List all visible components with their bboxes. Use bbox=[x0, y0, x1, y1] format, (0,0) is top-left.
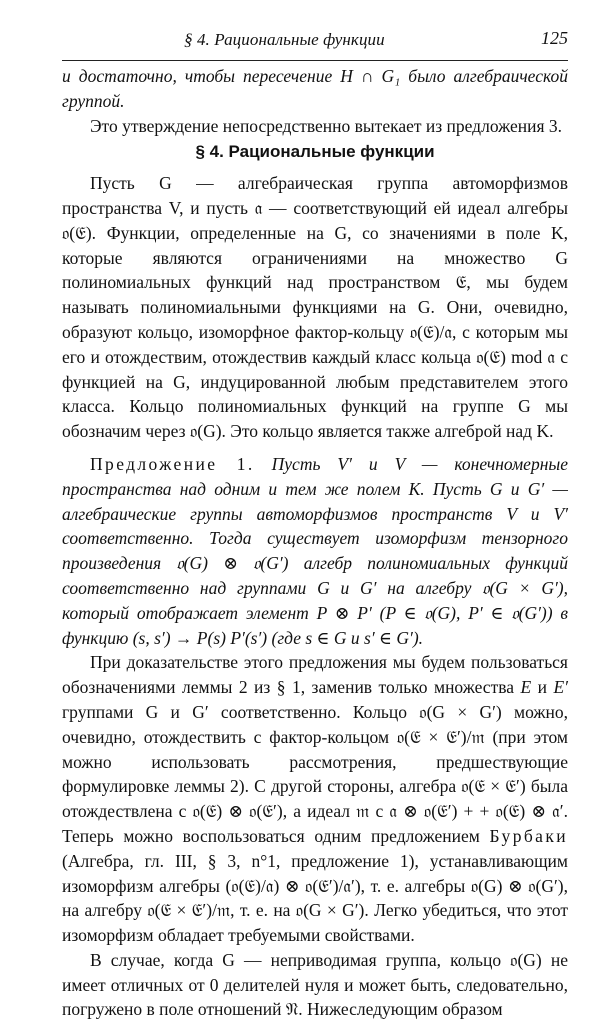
proof-intro: При доказательстве этого предложения мы будем пользоваться обозначениями леммы 2 из § 1, заменив только множества bbox=[62, 652, 568, 698]
proof-rest: группами G и G′ соответственно. Кольцо 𝔬(G × G′) можно, очевидно, отождествить с фактор-кольцом 𝔬(𝔈 × 𝔈′)/𝔪 (при этом можно использовать рассмотрения, предшествующие формулировке леммы 2). С другой стороны, алгебра 𝔬(𝔈 × 𝔈′) была отождествлена с 𝔬(𝔈) ⊗ 𝔬(𝔈′), а идеал 𝔪 с 𝔞 ⊗ 𝔬(𝔈′) + + 𝔬(𝔈) ⊗ 𝔞′. Теперь можно воспользоваться одним предложением bbox=[62, 701, 568, 846]
closing-paragraph: В случае, когда G — неприводимая группа, кольцо 𝔬(G) не имеет отличных от 0 делителей нуля и может быть, следовательно, погружено в поле отношений 𝔑. Нижеследующим образом bbox=[62, 949, 568, 1020]
statement-paragraph: Это утверждение непосредственно вытекает из предложения 3. bbox=[90, 115, 563, 136]
proof-end: (Алгебра, гл. III, § 3, n°1, предложение 1), устанавливающим изоморфизм алгебры (𝔬(𝔈)/𝔞) ⊗ 𝔬(𝔈′)/𝔞′), т. е. алгебры 𝔬(G) ⊗ 𝔬(G′), на алгебру 𝔬(𝔈 × 𝔈′)/𝔪, т. е. на 𝔬(G × G′). Легко убедиться, что этот изоморфизм обладает требуемыми свойствами. bbox=[62, 850, 568, 946]
header-rule bbox=[62, 60, 568, 61]
proposition-label: Предложение 1. bbox=[90, 453, 255, 474]
definitions-paragraph: Пусть G — алгебраическая группа автоморфизмов пространства V, и пусть 𝔞 — соответствующий ей идеал алгебры 𝔬(𝔈). Функции, определенные на G, со значениями в поле K, которые являются ограничениями на множество G полиномиальных функций над пространством 𝔈, мы будем называть полиномиальными функциями на G. Они, очевидно, образуют кольцо, изоморфное фактор-кольцу 𝔬(𝔈)/𝔞, с которым мы его и отождествим, отождествив каждый класс кольца 𝔬(𝔈) mod 𝔞 с функцией на G, индуцированной любым представителем этого класса. Кольцо полиномиальных функций на группе G мы обозначим через 𝔬(G). Это кольцо является также алгеброй над K. bbox=[62, 173, 568, 442]
continued-paragraph: и достаточно, чтобы пересечение H ∩ G₁ было алгебраической группой. bbox=[62, 66, 568, 111]
proof-paragraph: При доказательстве этого предложения мы будем пользоваться обозначениями леммы 2 из § 1, заменив только множества E и E′ группами G и G′ соответственно. Кольцо 𝔬(G × G′) можно, очевидно, отождествить с фактор-кольцом 𝔬(𝔈 × 𝔈′)/𝔪 (при этом можно использовать рассмотрения, предшествующие формулировке леммы 2). С другой стороны, алгебра 𝔬(𝔈 × 𝔈′) была отождествлена с 𝔬(𝔈) ⊗ 𝔬(𝔈′), а идеал 𝔪 с 𝔞 ⊗ 𝔬(𝔈′) + + 𝔬(𝔈) ⊗ 𝔞′. Теперь можно воспользоваться одним предложением Бурбаки (Алгебра, гл. III, § 3, n°1, предложение 1), устанавливающим изоморфизм алгебры (𝔬(𝔈)/𝔞) ⊗ 𝔬(𝔈′)/𝔞′), т. е. алгебры 𝔬(G) ⊗ 𝔬(G′), на алгебру 𝔬(𝔈 × 𝔈′)/𝔪, т. е. на 𝔬(G × G′). Легко убедиться, что этот изоморфизм обладает требуемыми свойствами. bbox=[62, 652, 568, 946]
running-title: § 4. Рациональные функции bbox=[184, 30, 385, 49]
proposition-paragraph bbox=[62, 452, 568, 650]
page-body bbox=[62, 64, 568, 1022]
page-header bbox=[62, 28, 568, 54]
page-number: 125 bbox=[541, 28, 568, 48]
author-name: Бурбаки bbox=[489, 825, 568, 846]
proposition-text: Пусть V′ и V — конечномерные пространства над одним и тем же полем K. Пусть G и G′ — алгебраические группы автоморфизмов пространств V и V′ соответственно. Тогда существует изоморфизм тензорного произведения 𝔬(G) ⊗ 𝔬(G′) алгебр полиномиальных функций соответственно над группами G и G′ на алгебру 𝔬(G × G′), который отображает элемент P ⊗ P′ (P ∈ 𝔬(G), P′ ∈ 𝔬(G′)) в функцию (s, s′) → P(s) P′(s′) (где s ∈ G и s′ ∈ G′). bbox=[62, 453, 568, 648]
section-heading: § 4. Рациональные функции bbox=[195, 142, 435, 162]
